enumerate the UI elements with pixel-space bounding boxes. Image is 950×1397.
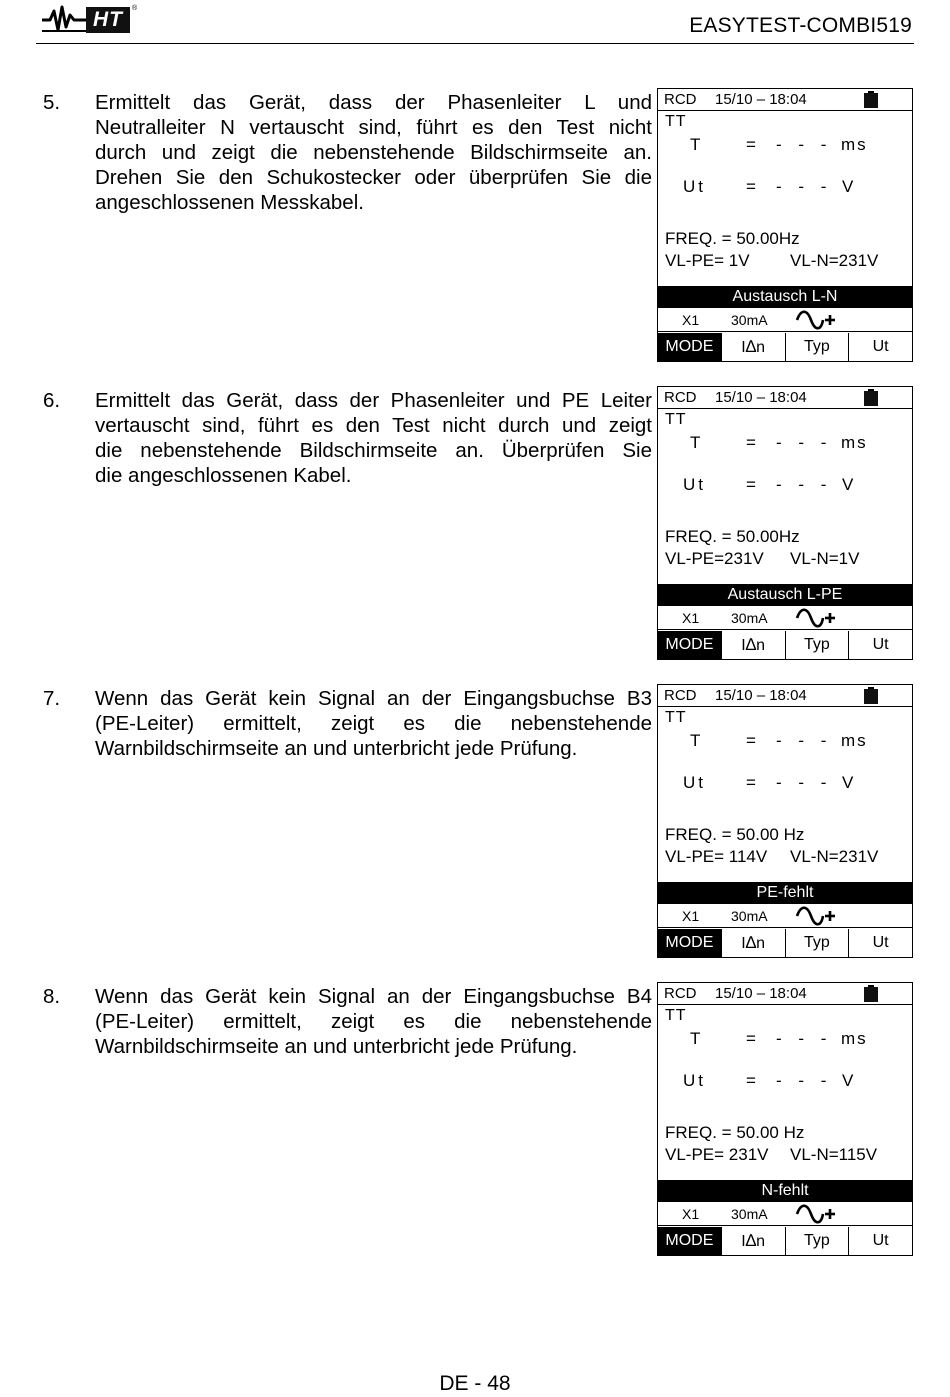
multiplier-value: X1 [682,908,700,924]
typ-softkey[interactable]: Typ [785,1227,849,1255]
system-type: TT [665,113,687,130]
document-title: EASYTEST-COMBI519 [689,14,912,37]
ac-sine-plus-icon [795,309,839,331]
system-type: TT [665,1007,687,1024]
touch-voltage-label: Ut [683,475,706,494]
text-line: Warnbildschirmseite an und unterbricht jede Prüfung. [95,1035,578,1058]
item-number: 7. [43,687,61,710]
instrument-screen-5 [657,88,913,362]
typ-softkey[interactable]: Typ [785,929,849,957]
item-number: 6. [43,389,61,412]
ac-sine-plus-icon [795,607,839,629]
typ-softkey[interactable]: Typ [785,333,849,361]
current-value: 30mA [731,312,768,328]
current-value: 30mA [731,908,768,924]
text-line: Drehen Sie den Schukostecker oder überprüfen Sie die [95,166,652,189]
multiplier-value: X1 [682,312,700,328]
screen-status-bar [658,983,912,1005]
function-label: RCD [664,91,697,108]
current-value: 30mA [731,1206,768,1222]
instrument-screen-7 [657,684,913,958]
trip-time-unit: ms [841,135,868,154]
current-value: 30mA [731,610,768,626]
ut-softkey[interactable]: Ut [848,631,912,659]
typ-softkey[interactable]: Typ [785,631,849,659]
parameter-row [658,606,912,630]
idn-suffix: n [756,637,765,654]
ac-sine-plus-icon [795,905,839,927]
trip-time-label: T [690,135,704,154]
equals-sign: = [746,731,756,750]
datetime-label: 15/10 – 18:04 [715,687,807,704]
mode-softkey[interactable]: MODE [658,929,721,957]
parameter-row [658,308,912,332]
frequency-readout: FREQ. = 50.00 Hz [665,1123,805,1142]
delta-symbol: ∆ [745,635,757,654]
equals-sign: = [746,475,756,494]
frequency-readout: FREQ. = 50.00Hz [665,229,800,248]
item-text [95,90,652,215]
item-text [95,686,652,761]
text-line: Ermittelt das Gerät, dass der Phasenleiter und PE Leiter [95,389,652,412]
softkey-bar [658,929,912,957]
touch-voltage-value: - - - [776,773,833,792]
touch-voltage-label: Ut [683,1071,706,1090]
vl-pe-readout: VL-PE= 1V [665,251,750,270]
item-number: 5. [43,91,61,114]
multiplier-value: X1 [682,1206,700,1222]
idn-suffix: n [756,339,765,356]
screen-status-bar [658,685,912,707]
function-label: RCD [664,389,697,406]
vl-n-readout: VL-N=1V [790,549,860,568]
ht-logo [40,3,138,35]
datetime-label: 15/10 – 18:04 [715,389,807,406]
system-type: TT [665,411,687,428]
idn-prefix: I [741,637,746,654]
text-line: vertauscht sind, führt es den Test nicht durch und zeigt [95,414,652,437]
trip-time-value: - - - [776,731,833,750]
parameter-row [658,904,912,928]
vl-pe-readout: VL-PE=231V [665,549,764,568]
function-label: RCD [664,985,697,1002]
multiplier-value: X1 [682,610,700,626]
equals-sign: = [746,433,756,452]
softkey-bar [658,333,912,361]
battery-icon [864,687,878,704]
idn-softkey[interactable] [721,1227,785,1255]
text-line: angeschlossenen Messkabel. [95,191,364,214]
trip-time-label: T [690,433,704,452]
page-header [36,0,914,44]
touch-voltage-unit: V [842,177,856,196]
trip-time-unit: ms [841,731,868,750]
trip-time-value: - - - [776,1029,833,1048]
text-line: Neutralleiter N vertauscht sind, führt es den Test nicht [95,116,652,139]
item-number: 8. [43,985,61,1008]
text-line: die angeschlossenen Kabel. [95,464,352,487]
page-number: DE - 48 [439,1372,511,1395]
idn-suffix: n [756,935,765,952]
equals-sign: = [746,773,756,792]
vl-n-readout: VL-N=231V [790,847,879,866]
vl-pe-readout: VL-PE= 231V [665,1145,769,1164]
warning-message: Austausch L-N [658,286,912,308]
touch-voltage-value: - - - [776,1071,833,1090]
text-line: Wenn das Gerät kein Signal an der Eingangsbuchse B3 [95,687,652,710]
warning-message: PE-fehlt [658,882,912,904]
vl-n-readout: VL-N=115V [790,1145,878,1164]
instrument-screen-8 [657,982,913,1256]
battery-icon [864,91,878,108]
text-line: (PE-Leiter) ermittelt, zeigt es die nebenstehende [95,712,652,735]
parameter-row [658,1202,912,1226]
trip-time-value: - - - [776,433,833,452]
equals-sign: = [746,177,756,196]
ut-softkey[interactable]: Ut [848,1227,912,1255]
idn-suffix: n [756,1233,765,1250]
trip-time-value: - - - [776,135,833,154]
ac-sine-plus-icon [795,1203,839,1225]
function-label: RCD [664,687,697,704]
warning-message: Austausch L-PE [658,584,912,606]
text-line: (PE-Leiter) ermittelt, zeigt es die nebenstehende [95,1010,652,1033]
touch-voltage-unit: V [842,773,856,792]
datetime-label: 15/10 – 18:04 [715,91,807,108]
frequency-readout: FREQ. = 50.00Hz [665,527,800,546]
vl-pe-readout: VL-PE= 114V [665,847,768,866]
delta-symbol: ∆ [745,933,757,952]
text-line: durch und zeigt die nebenstehende Bildschirmseite an. [95,141,652,164]
touch-voltage-label: Ut [683,773,706,792]
frequency-readout: FREQ. = 50.00 Hz [665,825,805,844]
trip-time-unit: ms [841,433,868,452]
equals-sign: = [746,1029,756,1048]
system-type: TT [665,709,687,726]
item-text [95,388,652,488]
text-line: Wenn das Gerät kein Signal an der Eingangsbuchse B4 [95,985,652,1008]
screen-status-bar [658,89,912,111]
touch-voltage-value: - - - [776,177,833,196]
battery-icon [864,389,878,406]
mode-softkey[interactable]: MODE [658,631,721,659]
mode-softkey[interactable]: MODE [658,1227,721,1255]
trip-time-label: T [690,731,704,750]
delta-symbol: ∆ [745,337,757,356]
vl-n-readout: VL-N=231V [790,251,879,270]
touch-voltage-label: Ut [683,177,706,196]
idn-softkey[interactable] [721,631,785,659]
touch-voltage-unit: V [842,1071,856,1090]
text-line: die nebenstehende Bildschirmseite an. Überprüfen Sie [95,439,652,462]
trip-time-label: T [690,1029,704,1048]
idn-prefix: I [741,339,746,356]
warning-message: N-fehlt [658,1180,912,1202]
idn-softkey[interactable] [721,333,785,361]
softkey-bar [658,1227,912,1255]
registered-mark: ® [132,5,138,12]
ut-softkey[interactable]: Ut [848,333,912,361]
idn-softkey[interactable] [721,929,785,957]
idn-prefix: I [741,1233,746,1250]
screen-status-bar [658,387,912,409]
equals-sign: = [746,1071,756,1090]
instrument-screen-6 [657,386,913,660]
logo-wordmark: HT [86,7,130,33]
softkey-bar [658,631,912,659]
idn-prefix: I [741,935,746,952]
text-line: Warnbildschirmseite an und unterbricht jede Prüfung. [95,737,578,760]
ut-softkey[interactable]: Ut [848,929,912,957]
mode-softkey[interactable]: MODE [658,333,721,361]
battery-icon [864,985,878,1002]
trip-time-unit: ms [841,1029,868,1048]
signal-wave-icon [40,3,90,35]
equals-sign: = [746,135,756,154]
text-line: Ermittelt das Gerät, dass der Phasenleiter L und [95,91,652,114]
delta-symbol: ∆ [745,1231,757,1250]
touch-voltage-unit: V [842,475,856,494]
item-text [95,984,652,1059]
datetime-label: 15/10 – 18:04 [715,985,807,1002]
touch-voltage-value: - - - [776,475,833,494]
